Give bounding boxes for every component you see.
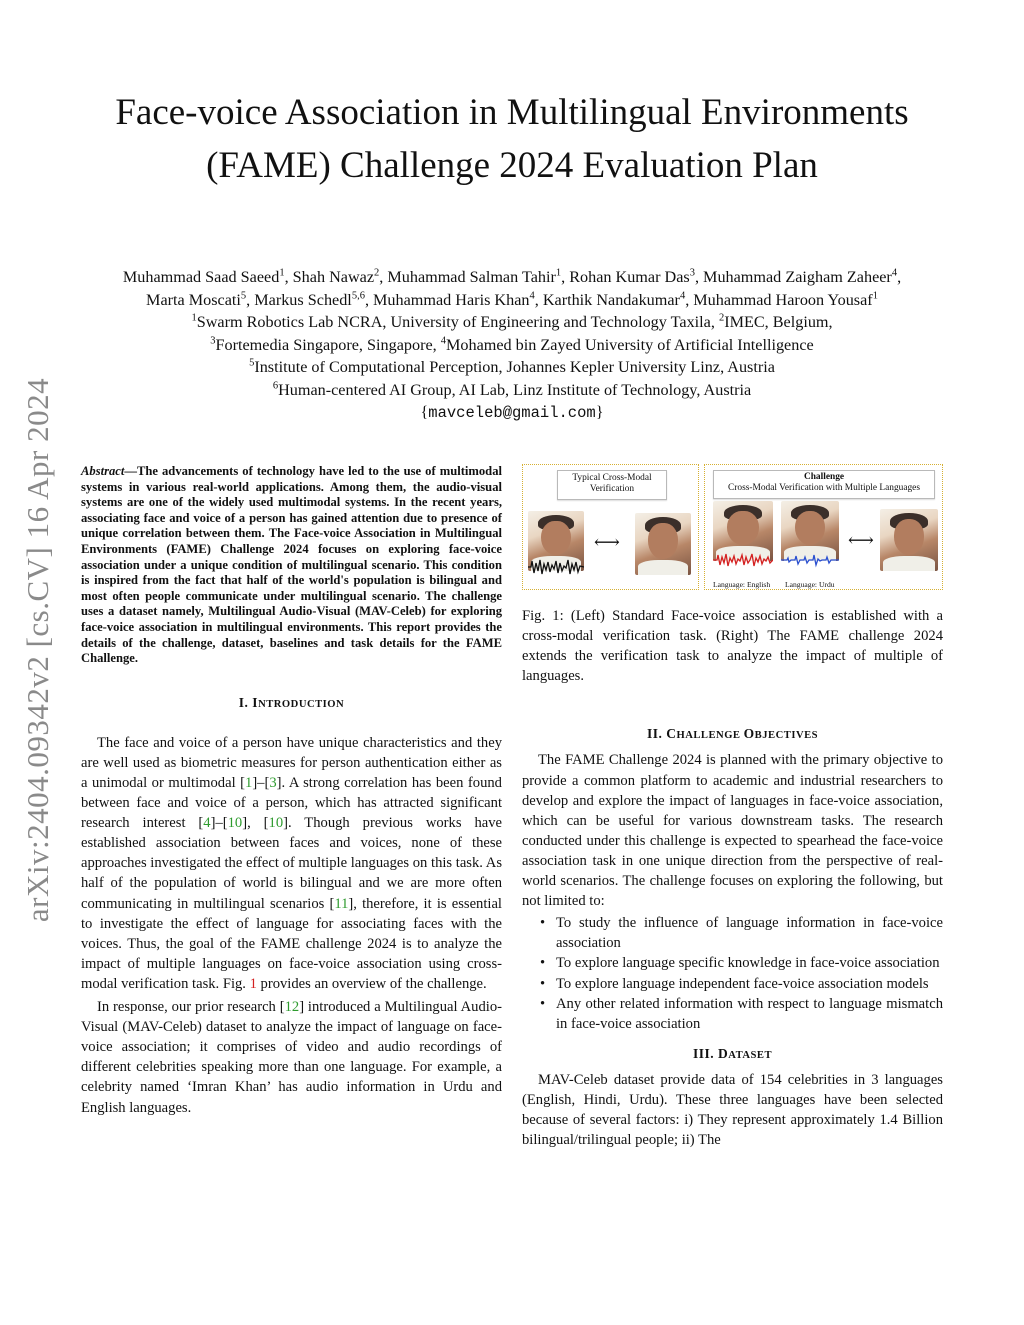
section-heading-objectives: II. CHALLENGE OBJECTIVES <box>646 726 819 742</box>
audio-waveform-icon <box>528 558 584 576</box>
author-line-2: Marta Moscati$^5$, Markus Schedl$^{5,6}$, Muhammad Haris Khan$^4$, Karthik Nandakumar$^4$, Muhammad Haroon Yousaf$^1$ <box>146 290 878 309</box>
list-item: • To explore language independent face-voice association models <box>540 974 943 994</box>
arxiv-identifier: arXiv:2404.09342v2 [cs.CV] 16 Apr 2024 <box>20 377 55 923</box>
english-waveform-icon <box>713 551 773 569</box>
citation-link[interactable]: 3 <box>269 775 277 791</box>
citation-link[interactable]: 10 <box>227 815 243 832</box>
urdu-waveform-icon <box>781 551 839 569</box>
intro-paragraph-2: In response, our prior research [12] introduced a Multilingual Audio-Visual (MAV-Celeb) dataset to analyze the impact of language on face-voice association; it comprises of video and audio recordings of different celebrities speaking more than one language. For example, a celebrity named ‘Imran Khan’ has audio information in Urdu and English languages. <box>81 999 502 1116</box>
section-heading-dataset: III. DATASET <box>692 1045 773 1061</box>
right-column <box>522 464 943 1150</box>
objectives-paragraph: The FAME Challenge 2024 is planned with the primary objective to provide a common platform to academic and industrial researchers to develop and explore the impact of languages in face-voice association, which can be useful for various downstream tasks. The research conducted under this challenge is expected to spearhead the face-voice association task in one unique direction from the perspective of real-world scenarios. The challenge focuses on exploring the following, but not limited to: <box>522 752 943 910</box>
intro-paragraph-1: The face and voice of a person have unique characteristics and they are well used as biometric measures for person authentication either as a unimodal or multimodal [1]–[3]. A strong correlation has been found between face and voice of a person, which has attracted significant research interest [4]–[10], [10]. Though previous works have established association between faces and voices, none of these approaches investigated the effect of multiple languages on this task. As half of the population of world is bilingual and we are more often communicating in multilingual scenarios [11], therefore, it is essential to investigate the effect of language for associating faces with the voices. Thus, the goal of the FAME challenge 2024 is to analyze the impact of multiple languages on face-voice association using cross-modal verification task. Fig. 1 provides an overview of the challenge. <box>81 734 502 992</box>
affiliation-line-1: $^1$Swarm Robotics Lab NCRA, University of Engineering and Technology Taxila, $^2$IMEC, Belgium, <box>191 312 833 331</box>
face-image <box>880 509 938 571</box>
list-item: • To explore language specific knowledge in face-voice association <box>540 953 943 973</box>
affiliation-line-3: $^5$Institute of Computational Perception, Johannes Kepler University Linz, Austria <box>249 357 775 376</box>
figure-left-panel <box>522 464 699 590</box>
abstract: Abstract—The advancements of technology have led to the use of multimodal systems in various real-world applications. Among them, the audio-visual systems are one of the widely used multimodal systems. In the recent years, associating face and voice of a person has gained attention due to presence of unique correlation between them. The Face-voice Association in Multilingual Environments (FAME) Challenge 2024 focuses on exploring face-voice association under a unique condition of multilingual scenario. This condition is inspired from the fact that half of the world's population is bilingual and most often people communicate under multilingual scenario. The challenge uses a dataset namely, Multilingual Audio-Visual (MAV-Celeb) for exploring face-voice association in multilingual environments. This report provides the details of the challenge, dataset, baselines and task details for the FAME Challenge. <box>81 464 502 666</box>
figure-1 <box>522 464 943 592</box>
list-item: • Any other related information with respect to language mismatch in face-voice association <box>540 994 943 1034</box>
typical-verification-label: Typical Cross-Modal Verification <box>557 470 667 500</box>
figure-caption: Fig. 1: (Left) Standard Face-voice association is established with a cross-modal verification task. (Right) The FAME challenge 2024 extends the verification task to analyze the impact of multiple of languages. <box>522 608 943 685</box>
dataset-paragraph: MAV-Celeb dataset provide data of 154 celebrities in 3 languages (English, Hindi, Urdu). These three languages have been selected because of several factors: i) They represent approximately 1.4 Billion bilingual/trilingual people; ii) The <box>522 1071 943 1149</box>
challenge-label: Challenge Cross-Modal Verification with Multiple Languages <box>713 470 935 499</box>
list-item: • To study the influence of language information in face-voice association <box>540 913 943 953</box>
author-block <box>60 266 964 425</box>
left-column <box>81 464 502 1118</box>
face-image <box>635 513 691 575</box>
association-arrow-icon: ⟷ <box>848 530 874 550</box>
contact-email[interactable]: {mavceleb@gmail.com} <box>420 403 604 422</box>
author-line-1: Muhammad Saad Saeed$^1$, Shah Nawaz$^2$, Muhammad Salman Tahir$^1$, Rohan Kumar Das$^3$, Muhammad Zaigham Zaheer$^4$, <box>122 267 902 286</box>
citation-link[interactable]: 11 <box>334 895 349 912</box>
association-arrow-icon: ⟷ <box>594 532 620 552</box>
language-urdu-label: Language: Urdu <box>785 580 835 589</box>
citation-link[interactable]: 4 <box>203 815 211 832</box>
objectives-list <box>522 913 943 1034</box>
citation-link[interactable]: 12 <box>284 999 300 1016</box>
language-english-label: Language: English <box>713 580 771 589</box>
citation-link[interactable]: 10 <box>268 815 284 832</box>
figure-right-panel <box>704 464 943 590</box>
affiliation-line-2: $^3$Fortemedia Singapore, Singapore, $^4$Mohamed bin Zayed University of Artificial Intelligence <box>210 335 814 354</box>
affiliation-line-4: $^6$Human-centered AI Group, AI Lab, Linz Institute of Technology, Austria <box>272 380 752 399</box>
citation-link[interactable]: 1 <box>245 775 253 791</box>
paper-title: Face-voice Association in Multilingual Environments (FAME) Challenge 2024 Evaluation Plan <box>115 92 909 186</box>
figure-reference-link[interactable]: 1 <box>249 975 257 992</box>
section-heading-introduction: I. INTRODUCTION <box>238 694 345 710</box>
